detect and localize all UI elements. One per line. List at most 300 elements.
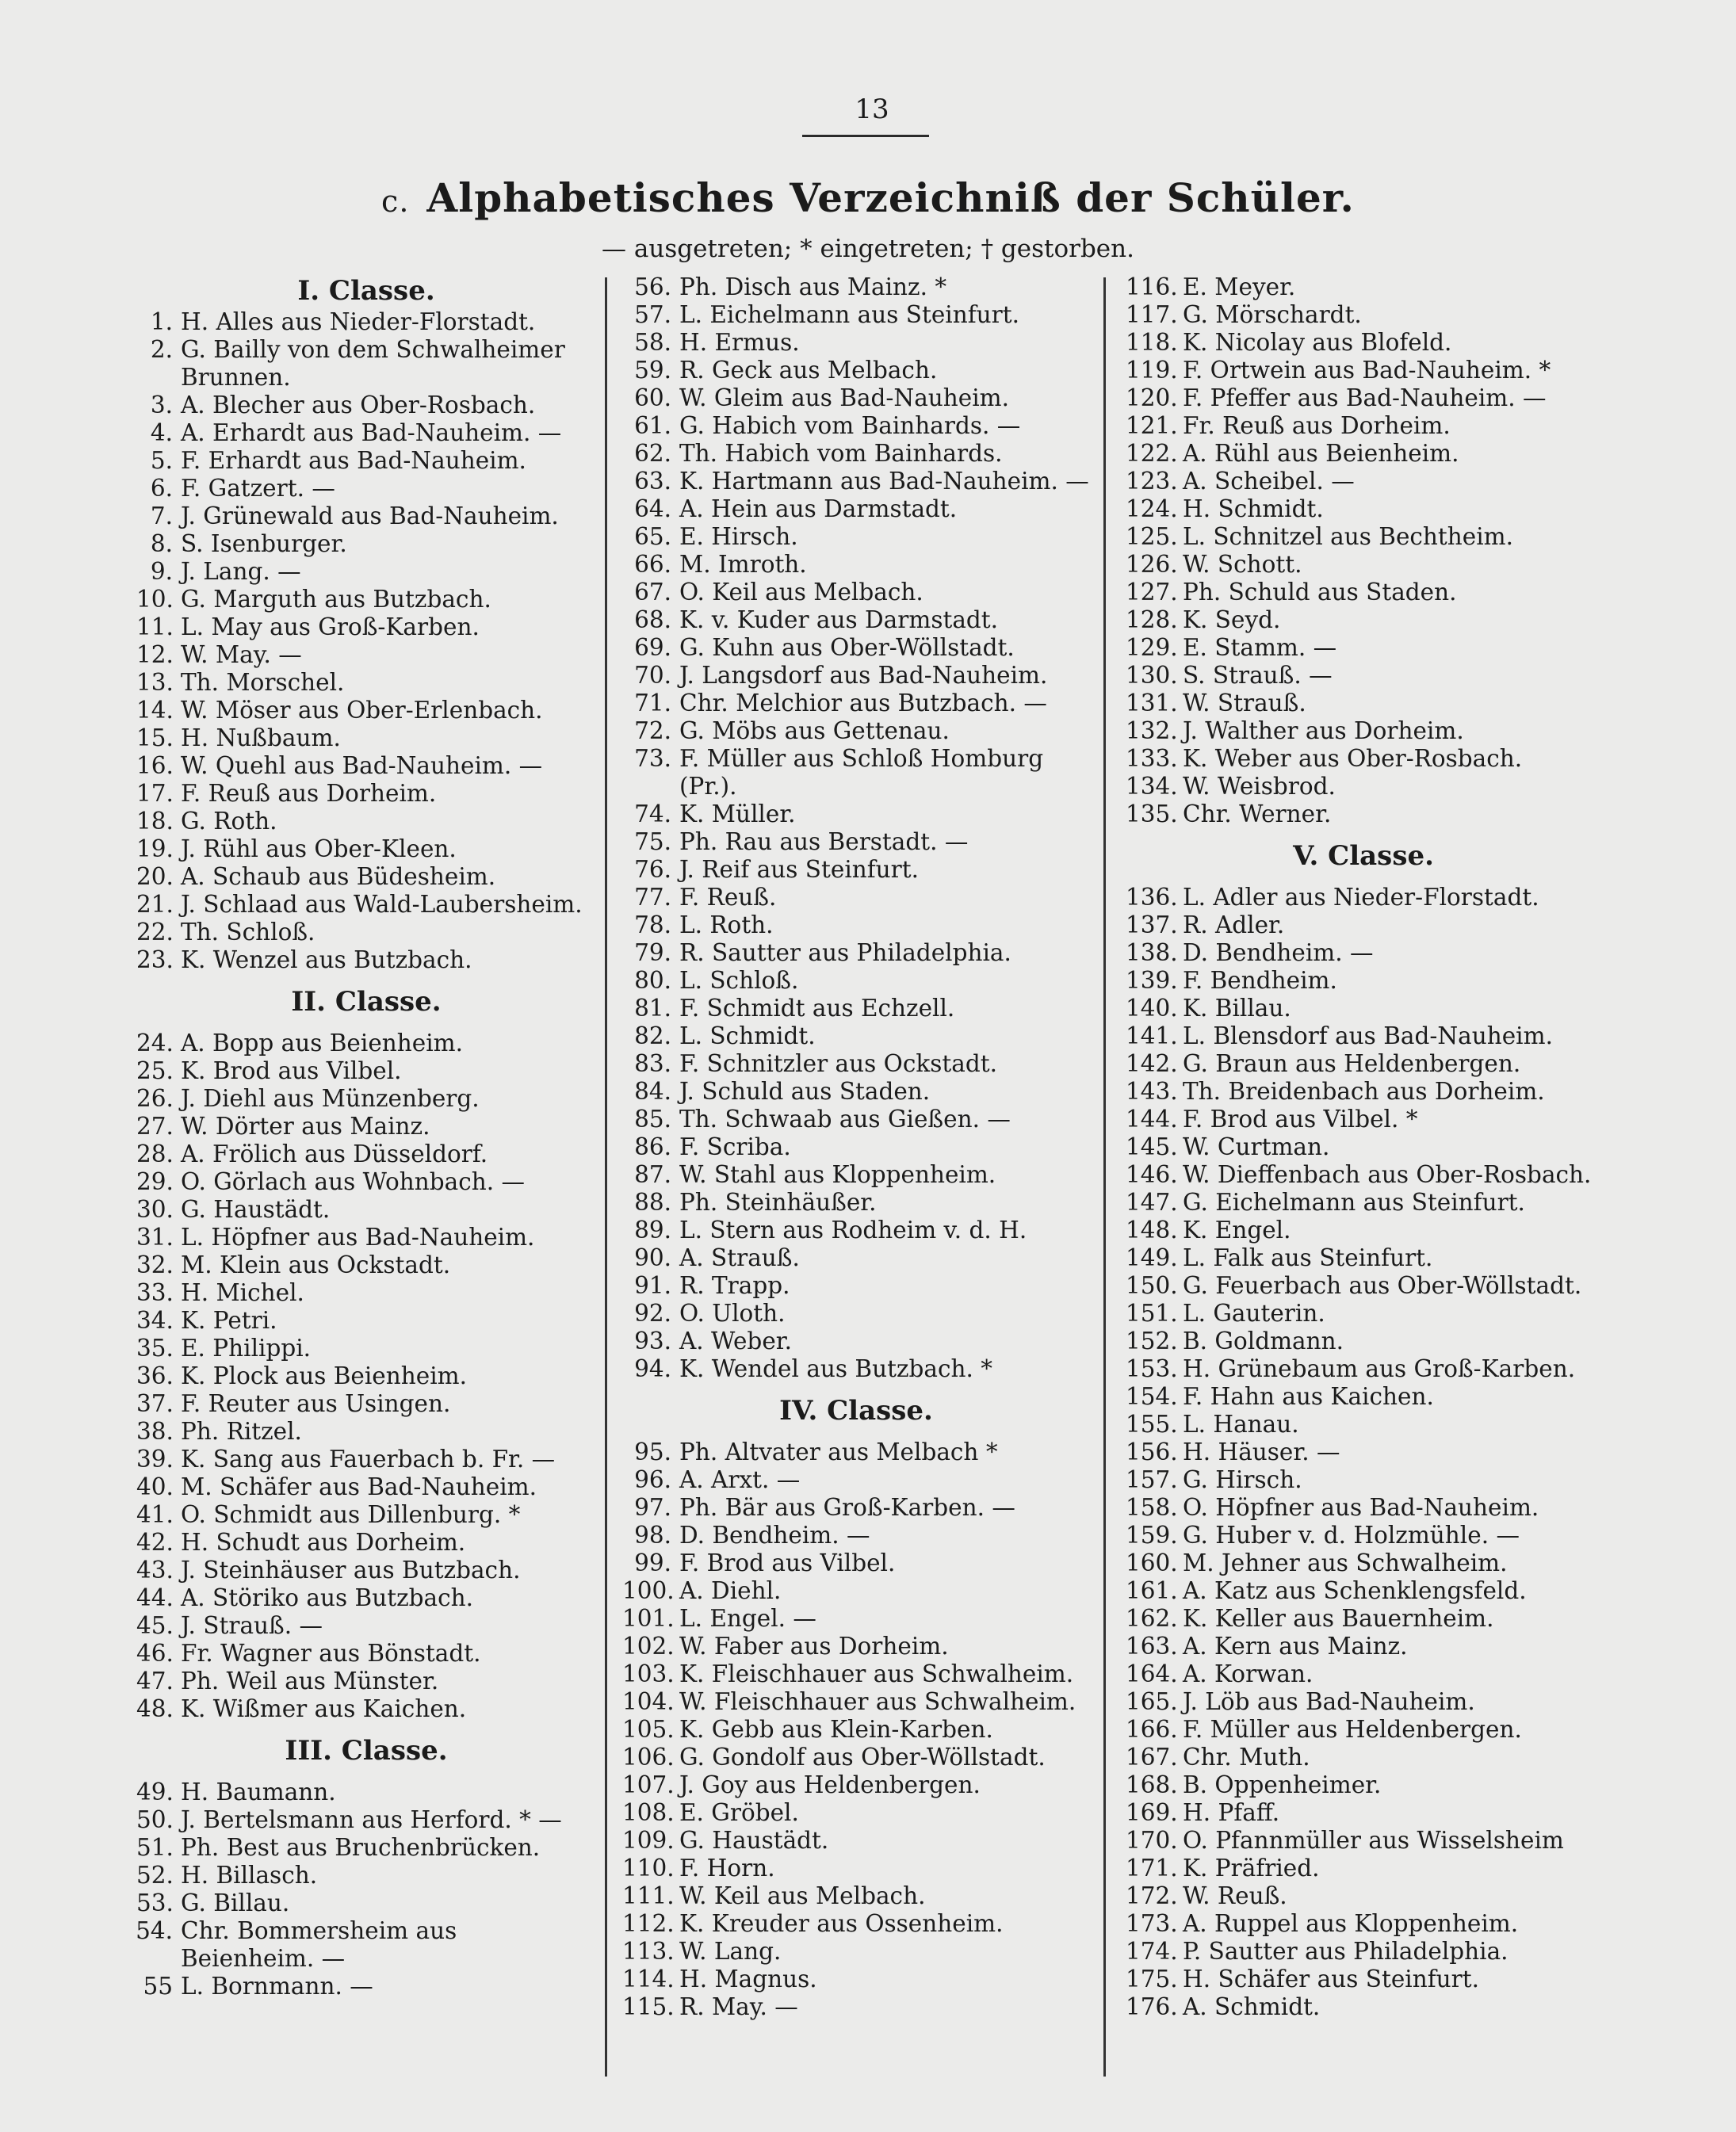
student-name: K. Präfried. bbox=[1183, 1855, 1320, 1882]
student-entry bbox=[1126, 939, 1601, 967]
student-name: J. Lang. — bbox=[181, 558, 301, 585]
student-entry bbox=[622, 717, 1090, 745]
student-number: 173. bbox=[1126, 1910, 1178, 1937]
student-number: 115. bbox=[622, 1993, 675, 2020]
student-name: A. Scheibel. — bbox=[1183, 468, 1355, 495]
student-name: K. Sang aus Fauerbach b. Fr. — bbox=[181, 1446, 556, 1473]
student-entry bbox=[622, 1660, 1090, 1688]
student-name: D. Bendheim. — bbox=[679, 1522, 870, 1549]
student-number: 97. bbox=[634, 1494, 671, 1521]
student-entry bbox=[136, 1779, 596, 1806]
student-entry bbox=[136, 1446, 596, 1473]
student-entry bbox=[622, 1328, 1090, 1355]
student-entry bbox=[136, 752, 596, 780]
student-name: M. Imroth. bbox=[679, 551, 807, 578]
student-number: 168. bbox=[1126, 1771, 1178, 1798]
student-entry bbox=[1126, 412, 1601, 440]
student-name: Ph. Best aus Bruchenbrücken. bbox=[181, 1834, 541, 1861]
student-entry bbox=[622, 911, 1090, 939]
student-name: K. Hartmann aus Bad-Nauheim. — bbox=[679, 468, 1089, 495]
student-entry bbox=[136, 1196, 596, 1224]
student-entry bbox=[1126, 911, 1601, 939]
section-title bbox=[0, 174, 1736, 221]
student-entry bbox=[1126, 273, 1601, 301]
student-entry bbox=[136, 1695, 596, 1723]
student-entry bbox=[1126, 995, 1601, 1022]
student-entry bbox=[622, 468, 1090, 495]
student-entry bbox=[1126, 1494, 1601, 1522]
student-entry bbox=[622, 884, 1090, 911]
student-name: F. Hahn aus Kaichen. bbox=[1183, 1383, 1434, 1410]
student-name: Ph. Bär aus Groß-Karben. — bbox=[679, 1494, 1015, 1521]
student-entry bbox=[136, 1529, 596, 1557]
student-entry bbox=[1126, 523, 1601, 551]
student-name: F. Brod aus Vilbel. bbox=[679, 1549, 896, 1576]
student-entry bbox=[136, 1390, 596, 1418]
student-number: 176. bbox=[1126, 1993, 1178, 2020]
student-name: K. Seyd. bbox=[1183, 606, 1281, 633]
student-number: 144. bbox=[1126, 1106, 1178, 1133]
student-name: E. Stamm. — bbox=[1183, 634, 1337, 661]
student-name: W. Dieffenbach aus Ober-Rosbach. bbox=[1183, 1161, 1592, 1188]
student-number: 85. bbox=[634, 1106, 671, 1133]
student-number: 126. bbox=[1126, 551, 1178, 578]
student-entry bbox=[622, 1827, 1090, 1855]
student-name: K. Wendel aus Butzbach. * bbox=[679, 1355, 992, 1382]
student-name: A. Weber. bbox=[679, 1328, 793, 1354]
student-name: B. Goldmann. bbox=[1183, 1328, 1344, 1354]
student-number: 103. bbox=[622, 1660, 675, 1687]
student-entry bbox=[622, 662, 1090, 690]
student-number: 100. bbox=[622, 1577, 675, 1604]
student-entry bbox=[1126, 1549, 1601, 1577]
student-entry bbox=[1126, 1050, 1601, 1078]
student-name: F. Reuß. bbox=[679, 884, 777, 911]
student-entry bbox=[622, 1161, 1090, 1189]
student-number: 48. bbox=[136, 1695, 174, 1722]
student-number: 157. bbox=[1126, 1466, 1178, 1493]
student-number: 171. bbox=[1126, 1855, 1178, 1882]
student-name: A. Hein aus Darmstadt. bbox=[679, 495, 958, 522]
column-right bbox=[1126, 273, 1601, 2021]
student-name: L. Adler aus Nieder-Florstadt. bbox=[1183, 884, 1539, 911]
student-entry bbox=[1126, 357, 1601, 384]
student-entry bbox=[136, 1030, 596, 1057]
student-entry bbox=[1126, 662, 1601, 690]
section-title-text: Alphabetisches Verzeichniß der Schüler. bbox=[426, 174, 1355, 221]
student-number: 77. bbox=[634, 884, 671, 911]
student-number: 19. bbox=[136, 835, 174, 862]
class-heading: II. Classe. bbox=[291, 986, 442, 1018]
student-number: 169. bbox=[1126, 1799, 1178, 1826]
student-number: 62. bbox=[634, 440, 671, 467]
student-number: 156. bbox=[1126, 1439, 1178, 1465]
student-number: 72. bbox=[634, 717, 671, 744]
student-number: 6. bbox=[150, 475, 173, 502]
student-entry bbox=[136, 946, 596, 974]
student-number: 127. bbox=[1126, 579, 1178, 606]
student-number: 121. bbox=[1126, 412, 1178, 439]
student-name: Chr. Werner. bbox=[1183, 800, 1332, 827]
student-number: 33. bbox=[136, 1279, 174, 1306]
student-entry bbox=[1126, 1244, 1601, 1272]
student-name: H. Häuser. — bbox=[1183, 1439, 1340, 1465]
student-number: 159. bbox=[1126, 1522, 1178, 1549]
student-number: 41. bbox=[136, 1501, 174, 1528]
student-entry bbox=[1126, 1217, 1601, 1244]
student-number: 131. bbox=[1126, 690, 1178, 716]
student-name: H. Nußbaum. bbox=[181, 724, 341, 751]
student-name: F. Horn. bbox=[679, 1855, 775, 1882]
student-number: 24. bbox=[136, 1030, 174, 1056]
student-entry bbox=[622, 1494, 1090, 1522]
student-name: K. Wenzel aus Butzbach. bbox=[181, 946, 472, 973]
student-entry bbox=[1126, 384, 1601, 412]
student-entry bbox=[622, 273, 1090, 301]
student-number: 15. bbox=[136, 724, 174, 751]
student-entry bbox=[622, 1993, 1090, 2021]
column-left bbox=[136, 273, 596, 2000]
student-entry bbox=[136, 1584, 596, 1612]
student-entry bbox=[1126, 329, 1601, 357]
student-entry bbox=[1126, 1744, 1601, 1771]
student-number: 16. bbox=[136, 752, 174, 779]
student-name: L. Engel. — bbox=[679, 1605, 816, 1632]
student-number: 68. bbox=[634, 606, 671, 633]
student-number: 64. bbox=[634, 495, 671, 522]
student-number: 9. bbox=[150, 558, 173, 585]
student-number: 81. bbox=[634, 995, 671, 1022]
student-entry bbox=[1126, 717, 1601, 745]
student-number: 58. bbox=[634, 329, 671, 356]
student-name: Fr. Wagner aus Bönstadt. bbox=[181, 1640, 481, 1667]
student-name: J. Löb aus Bad-Nauheim. bbox=[1183, 1688, 1475, 1715]
student-name: A. Schaub aus Büdesheim. bbox=[181, 863, 496, 890]
student-number: 69. bbox=[634, 634, 671, 661]
student-number: 99. bbox=[634, 1549, 671, 1576]
student-entry bbox=[1126, 1439, 1601, 1466]
student-entry bbox=[622, 357, 1090, 384]
student-number: 117. bbox=[1126, 301, 1178, 328]
student-entry bbox=[622, 329, 1090, 357]
student-number: 140. bbox=[1126, 995, 1178, 1022]
student-name: H. Baumann. bbox=[181, 1779, 336, 1805]
student-entry bbox=[622, 800, 1090, 828]
student-entry bbox=[1126, 1272, 1601, 1300]
student-name: K. Müller. bbox=[679, 800, 796, 827]
student-name: G. Gondolf aus Ober-Wöllstadt. bbox=[679, 1744, 1046, 1771]
student-entry bbox=[136, 724, 596, 752]
student-entry bbox=[1126, 1383, 1601, 1411]
student-entry bbox=[136, 419, 596, 447]
student-name: A. Erhardt aus Bad-Nauheim. — bbox=[181, 419, 562, 446]
student-name: R. May. — bbox=[679, 1993, 798, 2020]
student-number: 59. bbox=[634, 357, 671, 384]
student-entry bbox=[136, 1806, 596, 1834]
student-entry bbox=[622, 1799, 1090, 1827]
student-entry bbox=[622, 384, 1090, 412]
student-name: L. Falk aus Steinfurt. bbox=[1183, 1244, 1433, 1271]
student-entry bbox=[622, 1771, 1090, 1799]
student-number: 105. bbox=[622, 1716, 675, 1743]
student-entry bbox=[1126, 606, 1601, 634]
student-number: 46. bbox=[136, 1640, 174, 1667]
student-entry bbox=[622, 1966, 1090, 1993]
student-entry bbox=[136, 835, 596, 863]
student-name: L. Roth. bbox=[679, 911, 774, 938]
student-entry bbox=[1126, 579, 1601, 606]
student-number: 123. bbox=[1126, 468, 1178, 495]
student-name: Ph. Rau aus Berstadt. — bbox=[679, 828, 969, 855]
student-name: G. Bailly von dem Schwalheimer Brunnen. bbox=[181, 336, 565, 391]
student-entry bbox=[136, 1418, 596, 1446]
column-divider-right bbox=[1103, 277, 1106, 2077]
student-name: F. Erhardt aus Bad-Nauheim. bbox=[181, 447, 526, 474]
student-number: 82. bbox=[634, 1022, 671, 1049]
student-name: M. Schäfer aus Bad-Nauheim. bbox=[181, 1473, 537, 1500]
student-entry bbox=[1126, 551, 1601, 579]
student-number: 61. bbox=[634, 412, 671, 439]
student-name: K. Nicolay aus Blofeld. bbox=[1183, 329, 1452, 356]
student-number: 91. bbox=[634, 1272, 671, 1299]
student-number: 65. bbox=[634, 523, 671, 550]
student-number: 146. bbox=[1126, 1161, 1178, 1188]
student-entry bbox=[1126, 1189, 1601, 1217]
student-name: A. Kern aus Mainz. bbox=[1183, 1633, 1408, 1660]
student-name: Th. Morschel. bbox=[181, 669, 345, 696]
student-name: J. Schlaad aus Wald-Laubersheim. bbox=[181, 891, 583, 918]
student-name: Fr. Reuß aus Dorheim. bbox=[1183, 412, 1451, 439]
student-entry bbox=[1126, 1799, 1601, 1827]
student-entry bbox=[1126, 1078, 1601, 1106]
student-name: W. Dörter aus Mainz. bbox=[181, 1113, 430, 1140]
student-name: J. Grünewald aus Bad-Nauheim. bbox=[181, 502, 559, 529]
student-entry bbox=[622, 1716, 1090, 1744]
student-name: B. Oppenheimer. bbox=[1183, 1771, 1382, 1798]
student-name: G. Huber v. d. Holzmühle. — bbox=[1183, 1522, 1520, 1549]
student-entry bbox=[136, 1557, 596, 1584]
student-number: 120. bbox=[1126, 384, 1178, 411]
student-name: E. Meyer. bbox=[1183, 273, 1296, 300]
student-entry bbox=[622, 1577, 1090, 1605]
student-name: A. Störiko aus Butzbach. bbox=[181, 1584, 473, 1611]
student-name: W. Faber aus Dorheim. bbox=[679, 1633, 949, 1660]
student-entry bbox=[1126, 1161, 1601, 1189]
student-number: 35. bbox=[136, 1335, 174, 1362]
student-name: K. Kreuder aus Ossenheim. bbox=[679, 1910, 1004, 1937]
student-number: 152. bbox=[1126, 1328, 1178, 1354]
student-name: S. Strauß. — bbox=[1183, 662, 1333, 689]
student-number: 63. bbox=[634, 468, 671, 495]
student-entry bbox=[136, 641, 596, 669]
student-name: W. Quehl aus Bad-Nauheim. — bbox=[181, 752, 543, 779]
student-entry bbox=[622, 1133, 1090, 1161]
student-entry bbox=[136, 808, 596, 835]
student-entry bbox=[622, 690, 1090, 717]
student-name: H. Alles aus Nieder-Florstadt. bbox=[181, 308, 536, 335]
student-name: J. Diehl aus Münzenberg. bbox=[181, 1085, 480, 1112]
student-name: F. Brod aus Vilbel. * bbox=[1183, 1106, 1418, 1133]
student-number: 96. bbox=[634, 1466, 671, 1493]
student-number: 49. bbox=[136, 1779, 174, 1805]
student-entry bbox=[622, 606, 1090, 634]
student-entry bbox=[1126, 967, 1601, 995]
student-number: 155. bbox=[1126, 1411, 1178, 1438]
student-name: G. Haustädt. bbox=[679, 1827, 829, 1854]
student-number: 86. bbox=[634, 1133, 671, 1160]
student-entry bbox=[622, 1050, 1090, 1078]
student-number: 107. bbox=[622, 1771, 675, 1798]
student-number: 67. bbox=[634, 579, 671, 606]
student-number: 23. bbox=[136, 946, 174, 973]
student-entry bbox=[136, 919, 596, 946]
student-name: M. Jehner aus Schwalheim. bbox=[1183, 1549, 1508, 1576]
student-number: 71. bbox=[634, 690, 671, 716]
student-number: 109. bbox=[622, 1827, 675, 1854]
student-name: K. Wißmer aus Kaichen. bbox=[181, 1695, 467, 1722]
student-number: 114. bbox=[622, 1966, 675, 1993]
student-number: 135. bbox=[1126, 800, 1178, 827]
student-entry bbox=[1126, 800, 1601, 828]
student-entry bbox=[622, 1217, 1090, 1244]
student-number: 37. bbox=[136, 1390, 174, 1417]
student-entry bbox=[1126, 1827, 1601, 1855]
student-name: K. Brod aus Vilbel. bbox=[181, 1057, 402, 1084]
student-name: L. Hanau. bbox=[1183, 1411, 1299, 1438]
student-number: 39. bbox=[136, 1446, 174, 1473]
student-name: F. Bendheim. bbox=[1183, 967, 1337, 994]
student-name: Th. Schwaab aus Gießen. — bbox=[679, 1106, 1011, 1133]
student-entry bbox=[1126, 1855, 1601, 1882]
student-number: 88. bbox=[634, 1189, 671, 1216]
student-number: 139. bbox=[1126, 967, 1178, 994]
student-number: 3. bbox=[150, 392, 173, 418]
student-entry bbox=[622, 1882, 1090, 1910]
student-entry bbox=[622, 856, 1090, 884]
student-number: 166. bbox=[1126, 1716, 1178, 1743]
student-name: A. Korwan. bbox=[1183, 1660, 1313, 1687]
student-name: K. v. Kuder aus Darmstadt. bbox=[679, 606, 999, 633]
student-name: G. Mörschardt. bbox=[1183, 301, 1362, 328]
student-name: W. Curtman. bbox=[1183, 1133, 1330, 1160]
student-name: Chr. Melchior aus Butzbach. — bbox=[679, 690, 1047, 716]
student-entry bbox=[1126, 1966, 1601, 1993]
student-number: 101. bbox=[622, 1605, 675, 1632]
student-name: L. Höpfner aus Bad-Nauheim. bbox=[181, 1224, 535, 1251]
student-number: 34. bbox=[136, 1307, 174, 1334]
student-entry bbox=[136, 558, 596, 586]
student-entry bbox=[622, 1688, 1090, 1716]
student-number: 154. bbox=[1126, 1383, 1178, 1410]
student-number: 175. bbox=[1126, 1966, 1178, 1993]
student-name: K. Plock aus Beienheim. bbox=[181, 1362, 467, 1389]
student-number: 54. bbox=[136, 1917, 173, 1944]
student-entry bbox=[1126, 440, 1601, 468]
student-entry bbox=[136, 1085, 596, 1113]
student-name: Ph. Ritzel. bbox=[181, 1418, 302, 1445]
student-entry bbox=[136, 1057, 596, 1085]
student-number: 143. bbox=[1126, 1078, 1178, 1105]
student-number: 150. bbox=[1126, 1272, 1178, 1299]
student-name: Chr. Bommersheim aus Beienheim. — bbox=[181, 1917, 457, 1972]
student-number: 31. bbox=[136, 1224, 174, 1251]
student-number: 83. bbox=[634, 1050, 671, 1077]
student-entry bbox=[1126, 1466, 1601, 1494]
student-name: L. Stern aus Rodheim v. d. H. bbox=[679, 1217, 1027, 1244]
column-divider-left bbox=[605, 277, 607, 2077]
student-number: 21. bbox=[136, 891, 174, 918]
student-name: W. Reuß. bbox=[1183, 1882, 1287, 1909]
student-name: W. Fleischhauer aus Schwalheim. bbox=[679, 1688, 1076, 1715]
student-number: 90. bbox=[634, 1244, 671, 1271]
student-entry bbox=[1126, 1882, 1601, 1910]
student-name: Chr. Muth. bbox=[1183, 1744, 1310, 1771]
student-name: H. Billasch. bbox=[181, 1862, 318, 1889]
student-name: F. Gatzert. — bbox=[181, 475, 335, 502]
student-number: 111. bbox=[622, 1882, 675, 1909]
student-entry bbox=[1126, 1106, 1601, 1133]
student-number: 125. bbox=[1126, 523, 1178, 550]
student-number: 160. bbox=[1126, 1549, 1178, 1576]
student-number: 172. bbox=[1126, 1882, 1178, 1909]
student-entry bbox=[1126, 1633, 1601, 1660]
student-number: 113. bbox=[622, 1938, 675, 1965]
student-entry bbox=[136, 613, 596, 641]
student-number: 75. bbox=[634, 828, 671, 855]
student-name: G. Habich vom Bainhards. — bbox=[679, 412, 1021, 439]
student-number: 32. bbox=[136, 1251, 174, 1278]
student-name: G. Haustädt. bbox=[181, 1196, 331, 1223]
student-name: F. Müller aus Schloß Homburg (Pr.). bbox=[679, 745, 1044, 800]
student-number: 87. bbox=[634, 1161, 671, 1188]
student-entry bbox=[1126, 1522, 1601, 1549]
student-name: S. Isenburger. bbox=[181, 530, 347, 557]
student-entry bbox=[1126, 468, 1601, 495]
student-name: F. Scriba. bbox=[679, 1133, 791, 1160]
student-name: L. Schnitzel aus Bechtheim. bbox=[1183, 523, 1514, 550]
student-entry bbox=[136, 586, 596, 613]
student-entry bbox=[622, 1439, 1090, 1466]
student-number: 133. bbox=[1126, 745, 1178, 772]
student-name: W. Strauß. bbox=[1183, 690, 1306, 716]
student-entry bbox=[136, 502, 596, 530]
student-entry bbox=[136, 530, 596, 558]
student-entry bbox=[136, 1224, 596, 1251]
student-name: L. Blensdorf aus Bad-Nauheim. bbox=[1183, 1022, 1553, 1049]
student-name: A. Strauß. bbox=[679, 1244, 800, 1271]
student-name: W. Keil aus Melbach. bbox=[679, 1882, 926, 1909]
student-name: O. Uloth. bbox=[679, 1300, 786, 1327]
student-name: Th. Habich vom Bainhards. bbox=[679, 440, 1003, 467]
student-name: A. Schmidt. bbox=[1183, 1993, 1321, 2020]
student-entry bbox=[622, 440, 1090, 468]
student-name: W. Lang. bbox=[679, 1938, 782, 1965]
student-entry bbox=[136, 336, 596, 392]
student-number: 17. bbox=[136, 780, 174, 807]
student-number: 42. bbox=[136, 1529, 174, 1556]
student-name: J. Reif aus Steinfurt. bbox=[679, 856, 920, 883]
student-number: 129. bbox=[1126, 634, 1178, 661]
student-number: 1. bbox=[150, 308, 173, 335]
student-name: K. Weber aus Ober-Rosbach. bbox=[1183, 745, 1523, 772]
student-number: 147. bbox=[1126, 1189, 1178, 1216]
student-name: F. Reuter aus Usingen. bbox=[181, 1390, 451, 1417]
student-number: 66. bbox=[634, 551, 671, 578]
student-entry bbox=[136, 863, 596, 891]
student-entry bbox=[622, 1272, 1090, 1300]
student-entry bbox=[136, 1973, 596, 2000]
student-entry bbox=[136, 1113, 596, 1141]
